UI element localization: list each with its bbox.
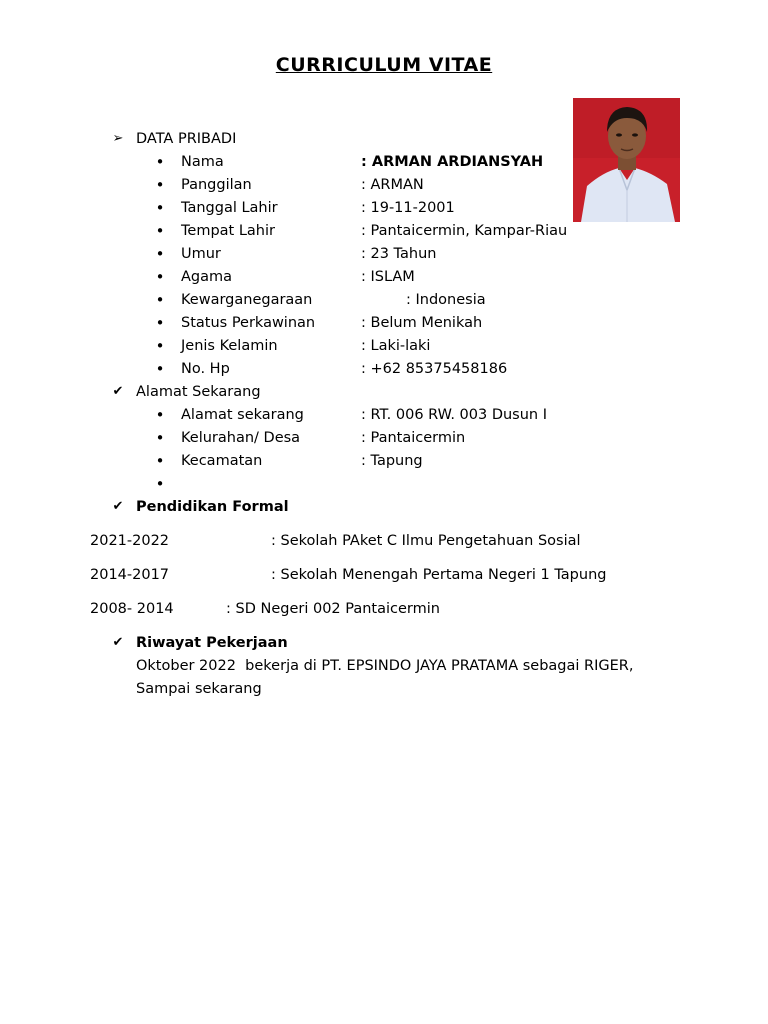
- personal-label: Kewarganegaraan: [181, 292, 313, 308]
- bullet-icon: •: [155, 153, 165, 171]
- personal-value: : 19-11-2001: [361, 200, 455, 216]
- section-heading-work: Riwayat Pekerjaan: [136, 635, 288, 651]
- bullet-icon: •: [155, 337, 165, 355]
- work-description-continued: Sampai sekarang: [136, 681, 262, 697]
- profile-photo: [573, 98, 680, 222]
- document-title: CURRICULUM VITAE: [275, 54, 493, 76]
- education-years: 2014-2017: [90, 567, 170, 583]
- education-school: : Sekolah Menengah Pertama Negeri 1 Tapung: [271, 567, 607, 583]
- address-label: Alamat sekarang: [181, 407, 304, 423]
- education-school: : SD Negeri 002 Pantaicermin: [226, 601, 440, 617]
- address-value: : RT. 006 RW. 003 Dusun I: [361, 407, 547, 423]
- bullet-icon: •: [155, 406, 165, 424]
- arrowhead-icon: ➢: [112, 131, 124, 146]
- personal-value: : 23 Tahun: [361, 246, 437, 262]
- personal-label: Tempat Lahir: [181, 223, 275, 239]
- bullet-icon: •: [155, 429, 165, 447]
- address-value: : Tapung: [361, 453, 423, 469]
- bullet-icon: •: [155, 176, 165, 194]
- bullet-icon: •: [155, 452, 165, 470]
- bullet-icon: •: [155, 199, 165, 217]
- personal-value-name: : ARMAN ARDIANSYAH: [361, 154, 544, 170]
- education-years: 2021-2022: [90, 533, 170, 549]
- section-heading-education: Pendidikan Formal: [136, 499, 289, 515]
- section-heading-address: Alamat Sekarang: [136, 384, 261, 400]
- personal-value: : ARMAN: [361, 177, 424, 193]
- personal-label: Nama: [181, 154, 224, 170]
- personal-value: : Pantaicermin, Kampar-Riau: [361, 223, 568, 239]
- bullet-icon: •: [155, 222, 165, 240]
- personal-label: Umur: [181, 246, 221, 262]
- personal-label: Panggilan: [181, 177, 252, 193]
- checkmark-icon: ✔: [112, 635, 124, 650]
- address-label: Kelurahan/ Desa: [181, 430, 301, 446]
- address-label: Kecamatan: [181, 453, 263, 469]
- education-school: : Sekolah PAket C Ilmu Pengetahuan Sosial: [271, 533, 581, 549]
- bullet-icon: •: [155, 245, 165, 263]
- personal-label: Jenis Kelamin: [181, 338, 278, 354]
- bullet-icon: •: [155, 475, 165, 493]
- checkmark-icon: ✔: [112, 499, 124, 514]
- person-photo-illustration: [573, 98, 680, 222]
- bullet-icon: •: [155, 314, 165, 332]
- personal-label: Tanggal Lahir: [181, 200, 278, 216]
- bullet-icon: •: [155, 268, 165, 286]
- personal-label: Agama: [181, 269, 233, 285]
- checkmark-icon: ✔: [112, 384, 124, 399]
- personal-value: : Laki-laki: [361, 338, 431, 354]
- work-description: Oktober 2022 bekerja di PT. EPSINDO JAYA PRATAMA sebagai RIGER,: [136, 658, 634, 674]
- section-heading-personal: DATA PRIBADI: [136, 131, 237, 147]
- personal-value: : ISLAM: [361, 269, 415, 285]
- bullet-icon: •: [155, 291, 165, 309]
- bullet-icon: •: [155, 360, 165, 378]
- personal-value: : Belum Menikah: [361, 315, 483, 331]
- address-value: : Pantaicermin: [361, 430, 466, 446]
- personal-label: No. Hp: [181, 361, 230, 377]
- personal-value: : +62 85375458186: [361, 361, 508, 377]
- personal-label: Status Perkawinan: [181, 315, 316, 331]
- education-years: 2008- 2014: [90, 601, 174, 617]
- personal-value: : Indonesia: [406, 292, 486, 308]
